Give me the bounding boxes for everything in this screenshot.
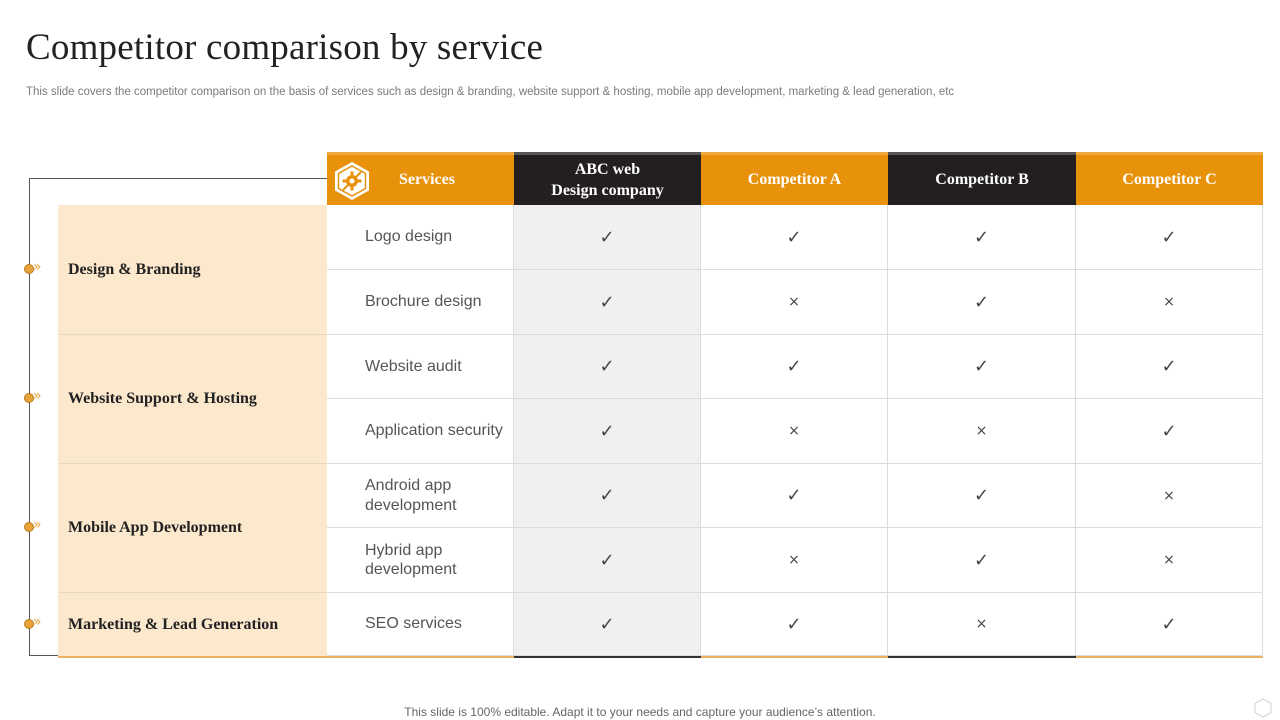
service-label: Hybrid app development: [365, 541, 457, 578]
table-bottom-line: [514, 656, 701, 658]
service-label: Android app development: [365, 477, 457, 514]
header-top-stripe: [514, 152, 701, 155]
service-label: SEO services: [365, 615, 462, 633]
cross-icon: ×: [701, 528, 888, 593]
cross-icon: ×: [701, 399, 888, 464]
check-icon: ✓: [888, 528, 1076, 593]
cross-icon: ×: [1076, 270, 1263, 335]
header-abc-line1: ABC web: [574, 160, 641, 178]
table-bottom-line: [701, 656, 888, 658]
header-abc-line2: Design company: [551, 181, 664, 199]
category-divider: [58, 592, 327, 593]
header-competitor-a: [701, 152, 888, 205]
cross-icon: ×: [701, 270, 888, 335]
cross-icon: ×: [1076, 528, 1263, 593]
service-cell: [327, 335, 514, 399]
service-cell: [327, 270, 514, 335]
check-icon: ✓: [701, 464, 888, 528]
check-icon: ✓: [701, 205, 888, 270]
header-top-stripe: [327, 152, 514, 155]
service-cell: [327, 205, 514, 270]
chevron-double-right-icon: »: [33, 259, 42, 275]
hexagon-icon: [1253, 698, 1273, 718]
category-label: Mobile App Development: [68, 519, 243, 536]
service-cell: [327, 593, 514, 656]
cross-icon: ×: [1076, 464, 1263, 528]
service-label: Logo design: [365, 228, 453, 246]
category-divider: [58, 463, 327, 464]
category-label: Website Support & Hosting: [68, 390, 257, 407]
check-icon: ✓: [888, 464, 1076, 528]
check-icon: ✓: [1076, 205, 1263, 270]
chevron-double-right-icon: »: [33, 388, 42, 404]
category-design-branding: [58, 205, 327, 334]
check-icon: ✓: [514, 593, 701, 656]
check-icon: ✓: [514, 464, 701, 528]
header-top-stripe: [1076, 152, 1263, 155]
check-icon: ✓: [1076, 399, 1263, 464]
header-abc-web-design-company: [514, 152, 701, 205]
check-icon: ✓: [514, 399, 701, 464]
service-cell: [327, 399, 514, 464]
check-icon: ✓: [888, 205, 1076, 270]
check-icon: ✓: [701, 335, 888, 399]
check-icon: ✓: [1076, 593, 1263, 656]
category-divider: [58, 334, 327, 335]
footer-note: This slide is 100% editable. Adapt it to your needs and capture your audience’s attention.: [404, 705, 876, 719]
service-cell: [327, 464, 514, 528]
chevron-double-right-icon: »: [33, 517, 42, 533]
header-top-stripe: [888, 152, 1076, 155]
header-competitor-b: [888, 152, 1076, 205]
header-competitor-a-label: Competitor A: [747, 171, 842, 189]
header-competitor-b-label: Competitor B: [935, 171, 1029, 189]
service-label: Website audit: [365, 357, 462, 375]
cross-icon: ×: [888, 593, 1076, 656]
check-icon: ✓: [514, 528, 701, 593]
header-competitor-c: [1076, 152, 1263, 205]
category-marketing-lead-generation: [58, 593, 327, 656]
category-bullet: [24, 259, 54, 275]
header-top-stripe: [701, 152, 888, 155]
gear-tools-hexagon-icon: [331, 160, 373, 202]
page-subtitle: This slide covers the competitor comparison on the basis of services such as design & branding, website support & hosting, mobile app development, marketing & lead generation, etc: [26, 86, 955, 98]
category-label: Marketing & Lead Generation: [68, 615, 279, 633]
header-services: [327, 152, 514, 205]
cross-icon: ×: [888, 399, 1076, 464]
category-mobile-app-development: [58, 464, 327, 592]
header-services-label: Services: [399, 171, 455, 189]
page-title: Competitor comparison by service: [26, 27, 544, 68]
check-icon: ✓: [701, 593, 888, 656]
check-icon: ✓: [514, 270, 701, 335]
category-website-support-hosting: [58, 335, 327, 463]
table-bottom-line: [58, 656, 514, 658]
header-competitor-c-label: Competitor C: [1122, 171, 1217, 189]
service-label: Brochure design: [365, 293, 482, 311]
category-bullet: [24, 614, 54, 630]
table-bottom-line: [1076, 656, 1263, 658]
service-label: Application security: [365, 422, 503, 440]
table-bottom-line: [888, 656, 1076, 658]
check-icon: ✓: [1076, 335, 1263, 399]
chevron-double-right-icon: »: [33, 614, 42, 630]
service-cell: [327, 528, 514, 593]
category-label: Design & Branding: [68, 260, 201, 278]
check-icon: ✓: [888, 335, 1076, 399]
category-bullet: [24, 517, 54, 533]
check-icon: ✓: [514, 205, 701, 270]
category-bullet: [24, 388, 54, 404]
check-icon: ✓: [514, 335, 701, 399]
check-icon: ✓: [888, 270, 1076, 335]
